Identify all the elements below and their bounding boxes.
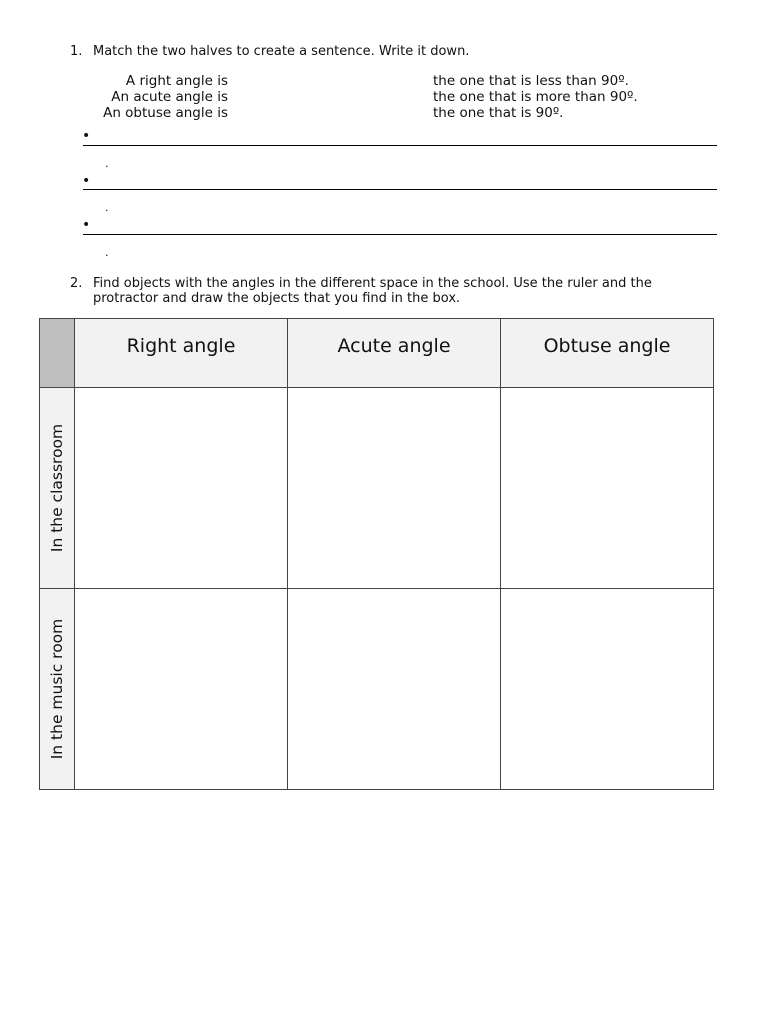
column-header-acute-angle — [288, 319, 501, 388]
column-header-label: Acute angle — [337, 335, 451, 357]
bullet-1: • — [82, 128, 91, 144]
bullet-3: • — [82, 217, 91, 233]
column-header-label: Obtuse angle — [543, 335, 671, 357]
match-right-2: the one that is more than 90º. — [433, 89, 638, 105]
answer-mark-1: . — [105, 157, 109, 170]
answer-line-1[interactable] — [83, 145, 717, 146]
row-header-classroom — [40, 388, 75, 589]
drawing-box-music-acute[interactable] — [288, 589, 501, 790]
question-2-number: 2. — [70, 276, 83, 291]
answer-mark-3: . — [105, 246, 109, 259]
drawing-box-classroom-obtuse[interactable] — [501, 388, 714, 589]
bullet-2: • — [82, 173, 91, 189]
match-right-3: the one that is 90º. — [433, 105, 564, 121]
row-header-music-room — [40, 589, 75, 790]
table-row-classroom — [40, 388, 714, 589]
angles-table — [39, 318, 714, 790]
table-header-row — [40, 319, 714, 388]
answer-line-2[interactable] — [83, 189, 717, 190]
drawing-box-classroom-right[interactable] — [75, 388, 288, 589]
column-header-label: Right angle — [126, 335, 236, 357]
answer-mark-2: . — [105, 201, 109, 214]
match-left-3: An obtuse angle is — [103, 105, 228, 121]
question-2-text-line-2: protractor and draw the objects that you find in the box. — [93, 291, 461, 306]
match-left-1: A right angle is — [125, 73, 228, 89]
match-right-1: the one that is less than 90º. — [433, 73, 629, 89]
question-1-number: 1. — [70, 44, 83, 59]
match-left-2: An acute angle is — [111, 89, 228, 105]
drawing-box-music-right[interactable] — [75, 589, 288, 790]
row-header-label: In the classroom — [48, 423, 66, 553]
question-2-text-line-1: Find objects with the angles in the different space in the school. Use the ruler and the — [93, 276, 652, 291]
drawing-box-classroom-acute[interactable] — [288, 388, 501, 589]
table-row-music-room — [40, 589, 714, 790]
question-1-text: Match the two halves to create a sentence. Write it down. — [93, 44, 470, 59]
drawing-box-music-obtuse[interactable] — [501, 589, 714, 790]
answer-line-3[interactable] — [83, 234, 717, 235]
row-header-label: In the music room — [48, 618, 66, 760]
table-corner-cell — [40, 319, 75, 388]
column-header-obtuse-angle — [501, 319, 714, 388]
column-header-right-angle — [75, 319, 288, 388]
